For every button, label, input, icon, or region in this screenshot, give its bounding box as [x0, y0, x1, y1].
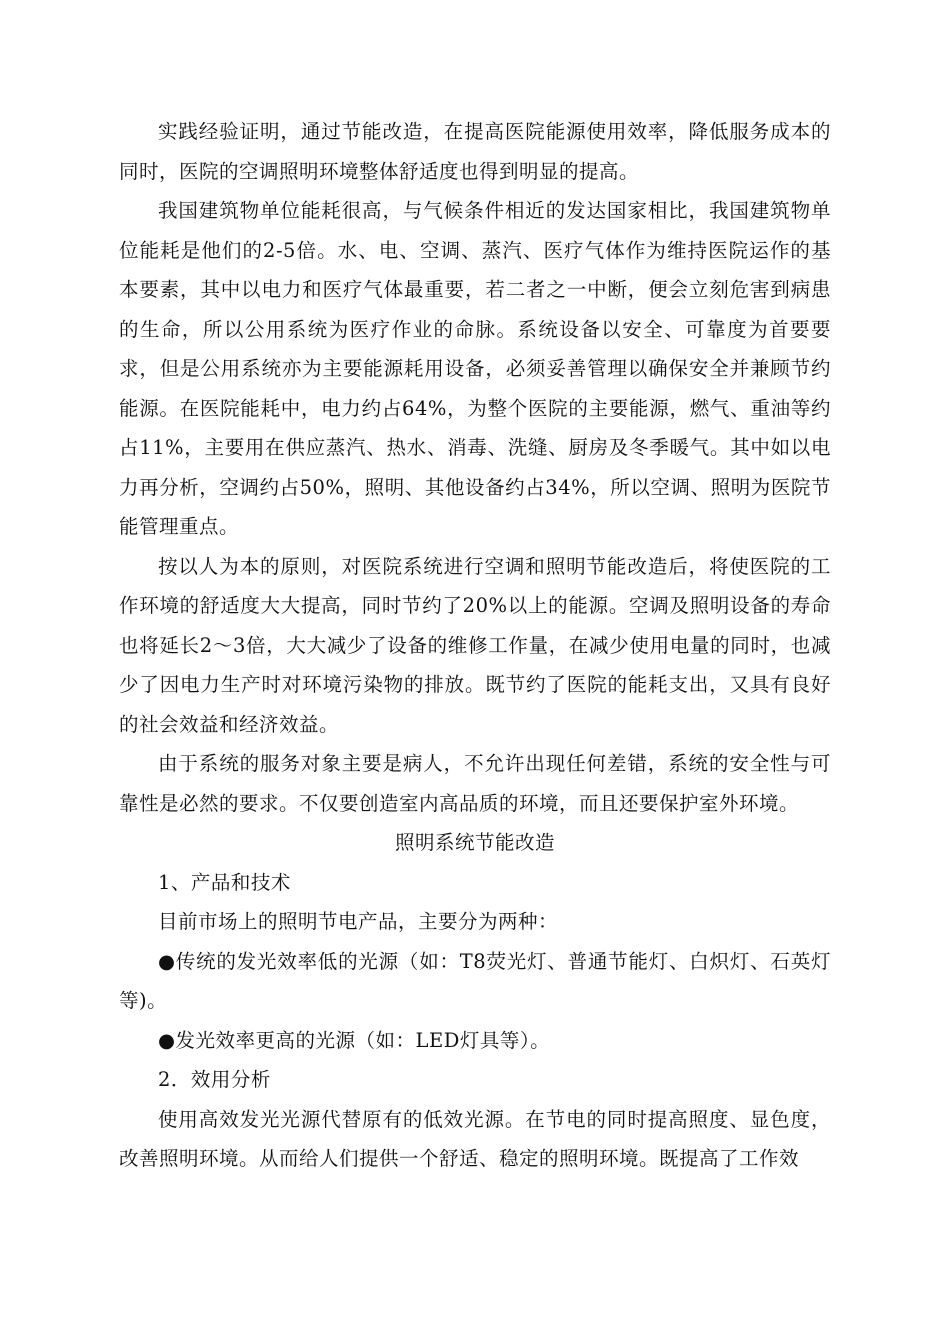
subsection-heading-analysis: 2．效用分析	[158, 1068, 271, 1091]
bullet-item-traditional-sources: ●传统的发光效率低的光源（如：T8荧光灯、普通节能灯、白炽灯、石英灯等)。	[119, 949, 831, 1012]
paragraph-building-energy-consumption: 我国建筑物单位能耗很高，与气候条件相近的发达国家相比，我国建筑物单位能耗是他们的2-5倍。水、电、空调、蒸汽、医疗气体作为维持医院运作的基本要素，其中以电力和医疗气体最重要，若二者之一中断，便会立刻危害到病患的生命，所以公用系统为医疗作业的命脉。系统设备以安全、可靠度为首要要求，但是公用系统亦为主要能源耗用设备，必须妥善管理以确保安全并兼顾节约能源。在医院能耗中，电力约占64%，为整个医院的主要能源，燃气、重油等约占11%，主要用在供应蒸汽、热水、消毒、洗缝、厨房及冬季暖气。其中如以电力再分析，空调约占50%，照明、其他设备约占34%，所以空调、照明为医院节能管理重点。	[119, 199, 831, 538]
intro-line: 目前市场上的照明节电产品，主要分为两种：	[158, 910, 559, 933]
subsection-heading-products: 1、产品和技术	[158, 870, 291, 894]
paragraph-energy-retrofit-benefits: 实践经验证明，通过节能改造，在提高医院能源使用效率，降低服务成本的同时，医院的空调照明环境整体舒适度也得到明显的提高。	[119, 120, 831, 183]
paragraph-system-safety: 由于系统的服务对象主要是病人，不允许出现任何差错，系统的安全性与可靠性是必然的要求。不仅要创造室内高品质的环境，而且还要保护室外环境。	[119, 752, 831, 815]
paragraph-efficient-lighting: 使用高效发光光源代替原有的低效光源。在节电的同时提高照度、显色度，改善照明环境。从而给人们提供一个舒适、稳定的照明环境。既提高了工作效	[119, 1107, 831, 1170]
section-title: 照明系统节能改造	[394, 831, 555, 854]
paragraph-people-oriented-retrofit: 按以人为本的原则，对医院系统进行空调和照明节能改造后，将使医院的工作环境的舒适度大大提高，同时节约了20%以上的能源。空调及照明设备的寿命也将延长2～3倍，大大减少了设备的维修工作量，在减少使用电量的同时，也减少了因电力生产时对环境污染物的排放。既节约了医院的能耗支出，又具有良好的社会效益和经济效益。	[119, 554, 831, 736]
bullet-item-efficient-sources: ●发光效率更高的光源（如：LED灯具等）。	[158, 1028, 551, 1052]
document-body	[119, 112, 831, 1179]
